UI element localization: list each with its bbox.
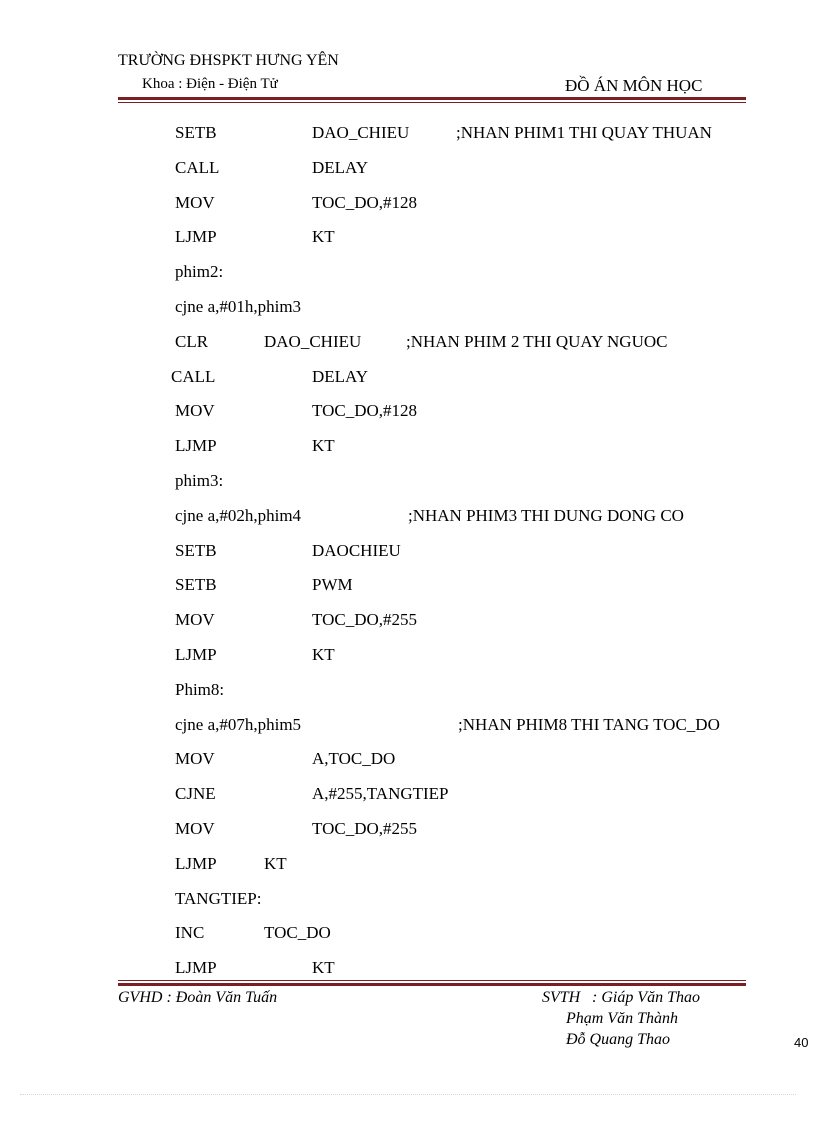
code-comment: ;NHAN PHIM3 THI DUNG DONG CO (408, 506, 684, 525)
code-operand: KT (312, 227, 335, 246)
code-mnemonic: MOV (175, 749, 215, 768)
code-operand: TOC_DO,#128 (312, 193, 417, 212)
code-mnemonic: MOV (175, 193, 215, 212)
code-mnemonic: cjne a,#01h,phim3 (175, 297, 302, 316)
advisor-name: GVHD : Đoàn Văn Tuấn (118, 989, 278, 1006)
code-mnemonic: MOV (175, 819, 215, 838)
code-operand: A,TOC_DO (312, 749, 396, 768)
header-rule-thin (118, 102, 746, 103)
student-3: Đỗ Quang Thao (566, 1031, 671, 1048)
code-mnemonic: LJMP (175, 227, 217, 246)
code-operand: TOC_DO (264, 923, 331, 942)
code-operand: PWM (312, 575, 353, 594)
footer-rule-thin (118, 980, 746, 981)
code-mnemonic: SETB (175, 123, 217, 142)
footer-rule-thick (118, 983, 746, 986)
code-operand: DAO_CHIEU (312, 123, 410, 142)
code-operand: DAOCHIEU (312, 541, 401, 560)
document-title: ĐỒ ÁN MÔN HỌC (565, 76, 703, 95)
code-operand: DELAY (312, 158, 369, 177)
page-number: 40 (794, 1035, 809, 1050)
code-operand: TOC_DO,#128 (312, 401, 417, 420)
code-comment: ;NHAN PHIM8 THI TANG TOC_DO (458, 715, 720, 734)
code-mnemonic: CJNE (175, 784, 216, 803)
code-mnemonic: LJMP (175, 854, 217, 873)
code-operand: KT (312, 645, 335, 664)
code-mnemonic: LJMP (175, 436, 217, 455)
code-mnemonic: phim3: (175, 471, 224, 490)
code-mnemonic: phim2: (175, 262, 224, 281)
code-operand: TOC_DO,#255 (312, 610, 417, 629)
code-mnemonic: INC (175, 923, 205, 942)
code-mnemonic: CALL (175, 158, 220, 177)
code-mnemonic: SETB (175, 575, 217, 594)
code-mnemonic: cjne a,#07h,phim5 (175, 715, 302, 734)
code-mnemonic: LJMP (175, 958, 217, 977)
header-rule-thick (118, 97, 746, 100)
code-operand: KT (312, 436, 335, 455)
student-2: Phạm Văn Thành (566, 1010, 678, 1027)
code-operand: DAO_CHIEU (264, 332, 362, 351)
code-mnemonic: CALL (171, 367, 216, 386)
students-label: SVTH (542, 989, 581, 1006)
faculty-name: Khoa : Điện - Điện Tử (142, 76, 278, 92)
code-mnemonic: MOV (175, 401, 215, 420)
school-name: TRƯỜNG ĐHSPKT HƯNG YÊN (118, 52, 339, 69)
code-mnemonic: Phim8: (175, 680, 225, 699)
code-mnemonic: CLR (175, 332, 209, 351)
code-mnemonic: LJMP (175, 645, 217, 664)
code-mnemonic: SETB (175, 541, 217, 560)
code-operand: TOC_DO,#255 (312, 819, 417, 838)
code-mnemonic: cjne a,#02h,phim4 (175, 506, 302, 525)
code-operand: DELAY (312, 367, 369, 386)
code-mnemonic: MOV (175, 610, 215, 629)
code-comment: ;NHAN PHIM 2 THI QUAY NGUOC (406, 332, 668, 351)
code-operand: A,#255,TANGTIEP (312, 784, 449, 803)
code-comment: ;NHAN PHIM1 THI QUAY THUAN (456, 123, 712, 142)
page-edge-dots (20, 1094, 796, 1095)
code-operand: KT (312, 958, 335, 977)
code-operand: KT (264, 854, 287, 873)
code-mnemonic: TANGTIEP: (175, 889, 262, 908)
student-1: : Giáp Văn Thao (592, 989, 700, 1006)
